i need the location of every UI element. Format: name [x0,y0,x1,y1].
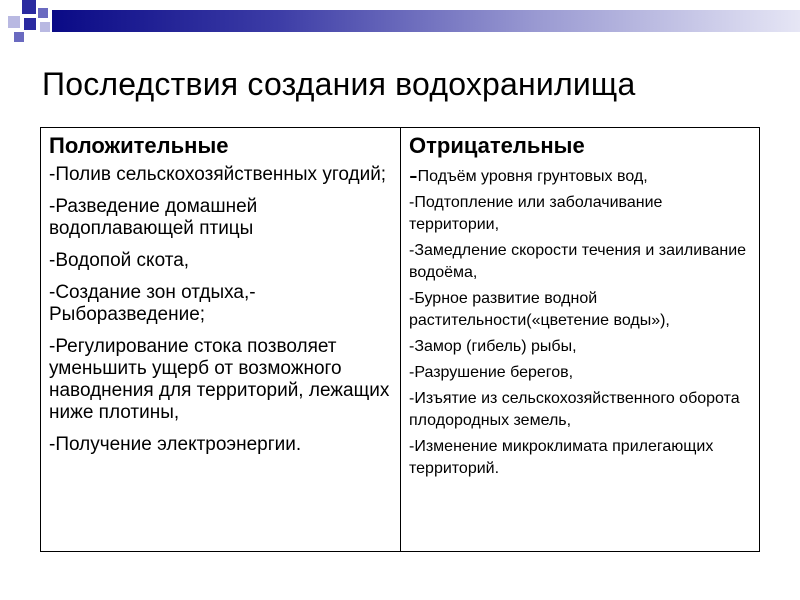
negative-column [401,128,759,551]
positive-column [41,128,401,551]
banner-square [38,8,48,18]
negative-item: -Изменение микроклимата прилегающих территорий. [409,438,714,477]
slide-title: Последствия создания водохранилища [42,66,636,102]
banner-square [40,22,50,32]
negative-first-dash: - [409,160,418,190]
negative-item [409,160,753,190]
decorative-banner [0,0,800,50]
negative-first-text: Подъём уровня грунтовых вод, [417,168,648,185]
negative-item: -Изъятие из сельскохозяйственного оборота плодородных земель, [409,390,740,429]
banner-square [24,18,36,30]
positive-item: -Водопой скота, [49,250,190,271]
negative-item: -Замедление скорости течения и заиливание водоёма, [409,242,747,281]
banner-square [22,0,36,14]
banner-gradient-bar [52,10,800,32]
positive-item: -Полив сельскохозяйственных угодий; [49,164,387,185]
negative-item: -Подтопление или заболачивание территории, [409,194,663,233]
positive-item: -Разведение домашней водоплавающей птицы [49,196,258,239]
positive-item: -Регулирование стока позволяет уменьшить ущерб от возможного наводнения для территорий, лежащих ниже плотины, [49,336,390,423]
consequences-table [40,127,760,552]
negative-item: -Разрушение берегов, [409,364,574,381]
positive-item: -Получение электроэнергии. [49,434,302,455]
positive-item: -Создание зон отдыха,-Рыборазведение; [49,282,256,325]
banner-square [8,16,20,28]
negative-item: -Бурное развитие водной растительности(«цветение воды»), [409,290,670,329]
banner-square [14,32,24,42]
negative-item: -Замор (гибель) рыбы, [409,338,577,355]
positive-heading: Положительные [49,133,229,158]
negative-heading: Отрицательные [409,133,585,158]
